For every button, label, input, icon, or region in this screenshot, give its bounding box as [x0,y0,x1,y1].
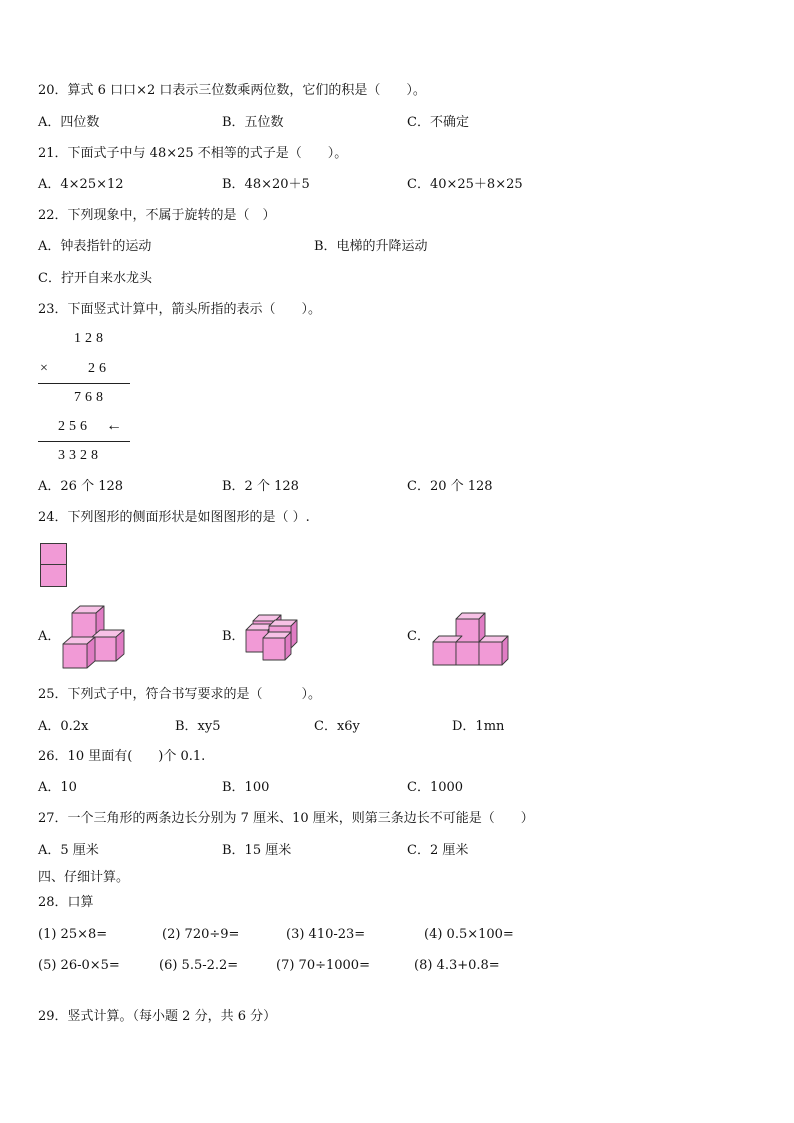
q28-item-7: (7) 70÷1000= [276,958,370,973]
q23-option-a[interactable]: A．26 个 128 [38,479,124,494]
side-view-figure [40,543,68,588]
q24-option-c[interactable]: C． [407,629,430,644]
q21-option-c[interactable]: C．40×25＋8×25 [407,177,523,192]
q28-item-8: (8) 4.3+0.8= [414,958,500,973]
q26-option-c[interactable]: C．1000 [407,780,464,795]
q27-option-b[interactable]: B．15 厘米 [222,843,292,858]
section-heading: 四、仔细计算。 [38,870,130,885]
q22-stem: 22．下列现象中，不属于旋转的是（ ） [38,208,276,223]
q23-stem: 23．下面竖式计算中，箭头所指的表示（ ）。 [38,302,322,317]
q26-option-b[interactable]: B．100 [222,780,270,795]
q21-stem: 21．下面式子中与 48×25 不相等的式子是（ ）。 [38,146,348,161]
calc-rule-1 [38,383,130,384]
q25-option-a[interactable]: A．0.2x [38,719,89,734]
q20-option-b[interactable]: B．五位数 [222,115,284,130]
calc-partial-2: 256 [58,419,91,434]
q24-stem: 24．下列图形的侧面形状是如图图形的是（ ）. [38,510,310,525]
q26-option-a[interactable]: A．10 [38,780,77,795]
q28-item-4: (4) 0.5×100= [424,927,514,942]
q27-option-a[interactable]: A．5 厘米 [38,843,99,858]
q28-title: 28．口算 [38,895,94,910]
q20-option-a[interactable]: A．四位数 [38,115,100,130]
q27-option-c[interactable]: C．2 厘米 [407,843,469,858]
q28-item-6: (6) 5.5-2.2= [159,958,239,973]
q24-option-a[interactable]: A． [38,629,61,644]
q22-option-b[interactable]: B．电梯的升降运动 [314,239,428,254]
q22-option-a[interactable]: A．钟表指针的运动 [38,239,152,254]
q23-option-b[interactable]: B．2 个 128 [222,479,299,494]
q23-option-c[interactable]: C．20 个 128 [407,479,493,494]
q21-option-b[interactable]: B．48×20＋5 [222,177,310,192]
calc-times-sign: × [40,361,52,376]
calc-multiplier: 26 [88,361,110,376]
option-a-cubes-figure[interactable] [62,605,128,669]
q29-title: 29．竖式计算。（每小题 2 分，共 6 分） [38,1009,277,1024]
option-b-cubes-figure[interactable] [245,613,305,663]
q20-stem: 20．算式 6 口口×2 口表示三位数乘两位数，它们的积是（ ）。 [38,83,426,98]
q21-option-a[interactable]: A．4×25×12 [38,177,124,192]
q28-item-5: (5) 26-0×5= [38,958,120,973]
calc-rule-2 [38,441,130,442]
q25-option-d[interactable]: D．1mn [452,719,505,734]
q22-option-c[interactable]: C．拧开自来水龙头 [38,271,152,286]
q25-option-b[interactable]: B．xy5 [175,719,221,734]
q24-option-b[interactable]: B． [222,629,245,644]
q26-stem: 26．10 里面有( )个 0.1. [38,749,206,764]
calc-multiplicand: 128 [74,331,107,346]
q28-item-2: (2) 720÷9= [162,927,240,942]
q25-option-c[interactable]: C．x6y [314,719,360,734]
q20-option-c[interactable]: C．不确定 [407,115,469,130]
q27-stem: 27．一个三角形的两条边长分别为 7 厘米、10 厘米，则第三条边长不可能是（ ） [38,811,534,826]
q25-stem: 25．下列式子中，符合书写要求的是（ ）。 [38,687,322,702]
calc-partial-1: 768 [74,390,107,405]
q28-item-1: (1) 25×8= [38,927,108,942]
calc-product: 3328 [58,448,102,463]
calc-arrow-icon: ← [106,417,122,434]
q28-item-3: (3) 410-23= [286,927,366,942]
option-c-cubes-figure[interactable] [432,610,512,666]
